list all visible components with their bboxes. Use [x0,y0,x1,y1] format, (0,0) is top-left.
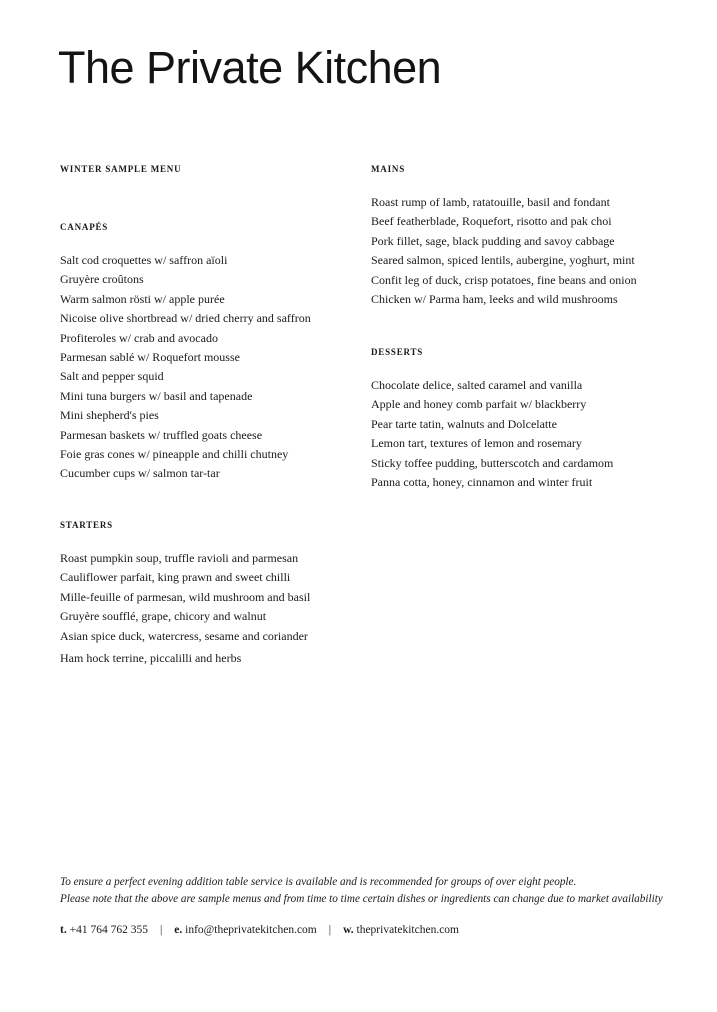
menu-item: Asian spice duck, watercress, sesame and coriander [60,628,308,643]
mains-section [371,163,637,309]
email-link[interactable]: info@theprivatekitchen.com [185,924,317,936]
desserts-section [371,346,613,492]
desserts-heading: DESSERTS [371,347,424,357]
menu-item: Warm salmon rösti w/ apple purée [60,291,225,306]
mains-list [371,193,637,309]
sample-menu-label-block [60,163,181,193]
canapes-section [60,221,311,484]
contact-bar [60,922,459,939]
contact-separator: | [328,924,332,936]
website-link[interactable]: theprivatekitchen.com [356,924,460,936]
web-contact [343,922,459,939]
menu-item: Gruyère soufflé, grape, chicory and walnut [60,609,267,624]
starters-section [60,519,310,668]
canapes-heading: CANAPÉS [60,222,109,232]
menu-item: Panna cotta, honey, cinnamon and winter fruit [371,475,593,490]
starters-heading: STARTERS [60,520,113,530]
menu-item: Beef featherblade, Roquefort, risotto and pak choi [371,214,612,229]
menu-item: Parmesan sablé w/ Roquefort mousse [60,350,240,365]
contact-separator: | [159,924,163,936]
menu-item: Nicoise olive shortbread w/ dried cherry and saffron [60,311,311,326]
menu-item: Pear tarte tatin, walnuts and Dolcelatte [371,416,557,431]
menu-item: Roast rump of lamb, ratatouille, basil and fondant [371,195,610,209]
menu-item: Sticky toffee pudding, butterscotch and cardamom [371,455,614,470]
menu-item: Chicken w/ Parma ham, leeks and wild mushrooms [371,292,618,307]
menu-item: Foie gras cones w/ pineapple and chilli chutney [60,447,289,462]
footer-note-line: To ensure a perfect evening addition table service is available and is recommended for groups of over eight people. [60,876,577,888]
menu-item: Profiteroles w/ crab and avocado [60,330,218,345]
menu-item: Chocolate delice, salted caramel and vanilla [371,378,583,392]
menu-item: Confit leg of duck, crisp potatoes, fine beans and onion [371,272,637,287]
menu-item: Pork fillet, sage, black pudding and savoy cabbage [371,233,615,248]
menu-item: Roast pumpkin soup, truffle ravioli and parmesan [60,551,299,565]
web-prefix: w. [343,924,354,936]
menu-item: Salt and pepper squid [60,369,164,384]
menu-item: Mini shepherd's pies [60,408,159,423]
menu-item: Ham hock terrine, piccalilli and herbs [60,651,242,666]
menu-item: Mini tuna burgers w/ basil and tapenade [60,388,253,403]
menu-item: Salt cod croquettes w/ saffron aïoli [60,253,228,267]
menu-item: Cauliflower parfait, king prawn and sweet chilli [60,570,291,585]
menu-item: Apple and honey comb parfait w/ blackberry [371,397,587,412]
menu-item: Cucumber cups w/ salmon tar-tar [60,466,220,481]
menu-item: Seared salmon, spiced lentils, aubergine, yoghurt, mint [371,253,635,268]
mains-heading: MAINS [371,164,406,174]
phone-prefix: t. [60,924,67,936]
menu-item: Gruyère croûtons [60,272,144,287]
starters-list [60,549,310,668]
canapes-list [60,251,311,484]
email-prefix: e. [174,924,183,936]
menu-item: Mille-feuille of parmesan, wild mushroom and basil [60,589,311,604]
menu-item: Lemon tart, textures of lemon and rosemary [371,436,582,451]
sample-menu-label: WINTER SAMPLE MENU [60,164,182,174]
phone-number[interactable]: +41 764 762 355 [69,924,148,936]
phone-contact [60,922,148,939]
footer-note [60,874,663,908]
page-title: The Private Kitchen [58,42,442,93]
footer-note-line: Please note that the above are sample menus and from time to time certain dishes or ingredients can change due to market availability [60,893,663,905]
menu-item: Parmesan baskets w/ truffled goats cheese [60,427,263,442]
email-contact [174,922,316,939]
desserts-list [371,376,613,492]
